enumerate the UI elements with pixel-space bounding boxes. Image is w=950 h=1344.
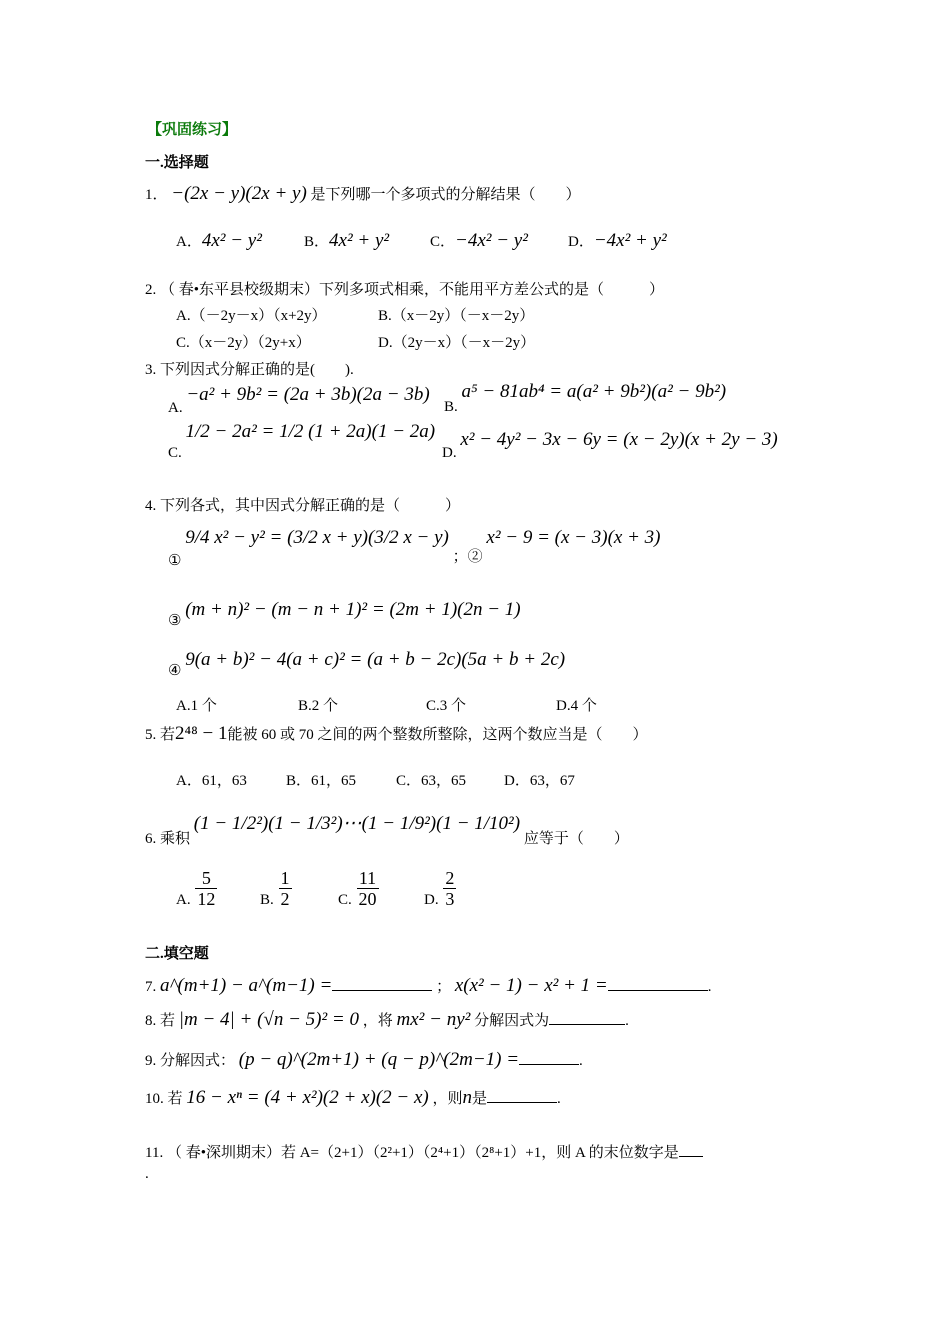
question-11 [145, 1140, 703, 1163]
q2-option-c: C.（x－2y）（2y+x） [176, 335, 311, 351]
q3-option-b: a⁵ − 81ab⁴ = a(a² + 9b²)(a² − 9b²) [461, 381, 727, 402]
q9-number: 9. [145, 1053, 157, 1069]
q3-text: 下列因式分解正确的是( ). [160, 362, 354, 378]
q5-option-c: C．63，65 [396, 773, 467, 789]
q4-item-1 [168, 527, 661, 569]
q6-option-c-fraction [357, 868, 379, 909]
q5-number: 5. [145, 727, 157, 743]
part-choice-heading: 一.选择题 [145, 155, 209, 171]
q4-option-d: D.4 个 [556, 698, 597, 714]
q2-options-row-1 [176, 306, 534, 326]
q5-text: 能被 60 或 70 之间的两个整数所整除，这两个数应当是（ ） [227, 727, 648, 743]
q6-number: 6. [145, 831, 157, 847]
q6-option-a-denominator: 12 [197, 889, 216, 909]
q1-option-a: 4x² − y² [201, 230, 262, 251]
q10-end: . [557, 1091, 561, 1107]
part-fill-heading: 二.填空题 [145, 946, 209, 962]
q6-option-b-numerator: 1 [280, 868, 290, 888]
q7-blank-1[interactable] [332, 974, 432, 991]
q3-option-d: x² − 4y² − 3x − 6y = (x − 2y)(x + 2y − 3) [460, 429, 778, 450]
q6-option-c-label: C. [338, 891, 352, 908]
q1-options [176, 231, 667, 252]
q5-option-a: A．61，63 [176, 773, 247, 789]
q4-item-2-expression: x² − 9 = (x − 3)(x + 3) [486, 527, 661, 548]
q1-expression: −(2x − y)(2x + y) [171, 183, 307, 204]
q6-option-b-denominator: 2 [280, 889, 290, 909]
q9-expression: (p − q)^(2m+1) + (q − p)^(2m−1) = [238, 1049, 520, 1070]
q5-pre: 若 [160, 727, 176, 743]
q9-end: . [579, 1053, 583, 1069]
question-10 [145, 1086, 561, 1109]
q2-number: 2. [145, 282, 157, 298]
q7-number: 7. [145, 979, 157, 995]
question-9 [145, 1048, 583, 1071]
q4-separator: ；② [452, 549, 483, 565]
question-1 [145, 184, 581, 205]
question-2 [145, 280, 664, 300]
q1-option-c: −4x² − y² [455, 230, 528, 251]
q11-blank[interactable] [679, 1140, 703, 1157]
q4-item-4-marker: ④ [168, 663, 182, 679]
q6-option-c-denominator: 20 [358, 889, 377, 909]
q1-option-b: 4x² + y² [329, 230, 390, 251]
q10-text: 是 [472, 1091, 488, 1107]
q4-option-a: A.1 个 [176, 698, 217, 714]
q11-end: . [145, 1166, 149, 1182]
q3-option-b-label: B. [444, 399, 458, 415]
q6-option-d-label: D. [424, 891, 439, 908]
q2-text: （ 春•东平县校级期末）下列多项式相乘，不能用平方差公式的是（ ） [160, 282, 665, 298]
q11-number: 11. [145, 1145, 164, 1161]
q10-expression: 16 − xⁿ = (4 + x²)(2 + x)(2 − x) [186, 1087, 429, 1108]
q5-option-d: D．63，67 [504, 773, 575, 789]
question-6 [145, 813, 629, 847]
q6-option-b-fraction [279, 868, 292, 909]
q1-number: 1． [145, 187, 168, 203]
q10-mid: ，则 [432, 1091, 463, 1107]
q6-option-d-numerator: 2 [445, 868, 455, 888]
q4-item-1-expression: 9/4 x² − y² = (3/2 x + y)(3/2 x − y) [185, 527, 449, 548]
q4-item-4-expression: 9(a + b)² − 4(a + c)² = (a + b − 2c)(5a + b + 2c) [185, 649, 566, 670]
q8-text: 分解因式为 [474, 1013, 550, 1029]
q6-option-d-fraction [443, 868, 456, 909]
q2-option-d: D.（2y－x）（－x－2y） [378, 335, 536, 351]
q7-expression-2: x(x² − 1) − x² + 1 = [454, 975, 608, 996]
q1-option-c-label: C． [430, 234, 456, 250]
q2-option-b: B.（x－2y）（－x－2y） [378, 308, 535, 324]
q6-options [176, 868, 457, 909]
q6-pre: 乘积 [160, 831, 191, 847]
q7-expression-1: a^(m+1) − a^(m−1) = [160, 975, 333, 996]
q11-text: （ 春•深圳期末）若 A=（2+1）（2²+1）（2⁴+1）（2⁸+1）+1，则 A 的末位数字是 [166, 1145, 679, 1161]
q4-item-3-expression: (m + n)² − (m − n + 1)² = (2m + 1)(2n − 1) [185, 599, 521, 620]
q8-expression-2: mx² − ny² [396, 1009, 471, 1030]
q1-option-d-label: D． [568, 234, 594, 250]
q5-option-b: B．61，65 [286, 773, 357, 789]
q4-options [176, 696, 597, 716]
question-4 [145, 496, 460, 516]
q1-option-a-label: A． [176, 234, 202, 250]
q3-option-d-label: D. [442, 445, 457, 461]
q6-option-c-numerator: 11 [357, 868, 379, 889]
q9-pre: 分解因式： [160, 1053, 236, 1069]
q8-blank[interactable] [549, 1008, 625, 1025]
q2-option-a: A.（－2y－x）（x+2y） [176, 308, 327, 324]
q6-option-a-label: A. [176, 891, 191, 908]
q4-item-3-marker: ③ [168, 613, 182, 629]
q3-option-a-label: A. [168, 400, 183, 416]
q4-text: 下列各式，其中因式分解正确的是（ ） [160, 498, 461, 514]
q4-number: 4. [145, 498, 157, 514]
q7-separator: ； [436, 979, 452, 995]
q10-pre: 若 [167, 1091, 183, 1107]
q1-text: 是下列哪一个多项式的分解结果（ ） [310, 187, 581, 203]
q8-number: 8. [145, 1013, 157, 1029]
q7-blank-2[interactable] [608, 974, 708, 991]
q1-option-d: −4x² + y² [593, 230, 667, 251]
q8-expression-1: |m − 4| + (√n − 5)² = 0 [178, 1009, 359, 1030]
q6-option-a-fraction [195, 868, 217, 909]
q3-option-a-row [168, 384, 430, 416]
q6-option-b-label: B. [260, 891, 274, 908]
q6-expression: (1 − 1/2²)(1 − 1/3²)⋯(1 − 1/9²)(1 − 1/10²) [193, 813, 521, 834]
q10-blank[interactable] [487, 1086, 557, 1103]
question-8 [145, 1008, 629, 1031]
q8-end: . [625, 1013, 629, 1029]
q2-options-row-2 [176, 333, 535, 353]
q4-option-b: B.2 个 [298, 698, 339, 714]
q3-number: 3. [145, 362, 157, 378]
section-title: 【巩固练习】 [147, 122, 238, 138]
q8-mid: ，将 [362, 1013, 393, 1029]
q9-blank[interactable] [519, 1048, 579, 1065]
q3-option-c-label: C. [168, 445, 182, 461]
q3-option-b-row [444, 381, 727, 415]
question-3 [145, 360, 354, 380]
q10-number: 10. [145, 1091, 164, 1107]
q4-item-3 [168, 599, 521, 629]
q4-item-4 [168, 649, 566, 679]
q3-option-c: 1/2 − 2a² = 1/2 (1 + 2a)(1 − 2a) [185, 421, 436, 442]
q3-option-c-row [168, 421, 436, 461]
q5-options [176, 771, 575, 791]
q6-option-d-denominator: 3 [445, 889, 455, 909]
q6-option-a-numerator: 5 [195, 868, 217, 889]
question-5 [145, 724, 648, 745]
q1-option-b-label: B． [304, 234, 330, 250]
q7-end: . [707, 979, 712, 995]
q6-text: 应等于（ ） [523, 831, 629, 847]
q4-option-c: C.3 个 [426, 698, 467, 714]
q3-option-d-row [442, 429, 778, 461]
q8-pre: 若 [160, 1013, 176, 1029]
question-7 [145, 974, 711, 997]
q5-expression: 2⁴⁸ − 1 [175, 723, 228, 744]
q10-variable: n [462, 1087, 473, 1108]
q4-item-1-marker: ① [168, 553, 182, 569]
q3-option-a: −a² + 9b² = (2a + 3b)(2a − 3b) [186, 384, 430, 405]
